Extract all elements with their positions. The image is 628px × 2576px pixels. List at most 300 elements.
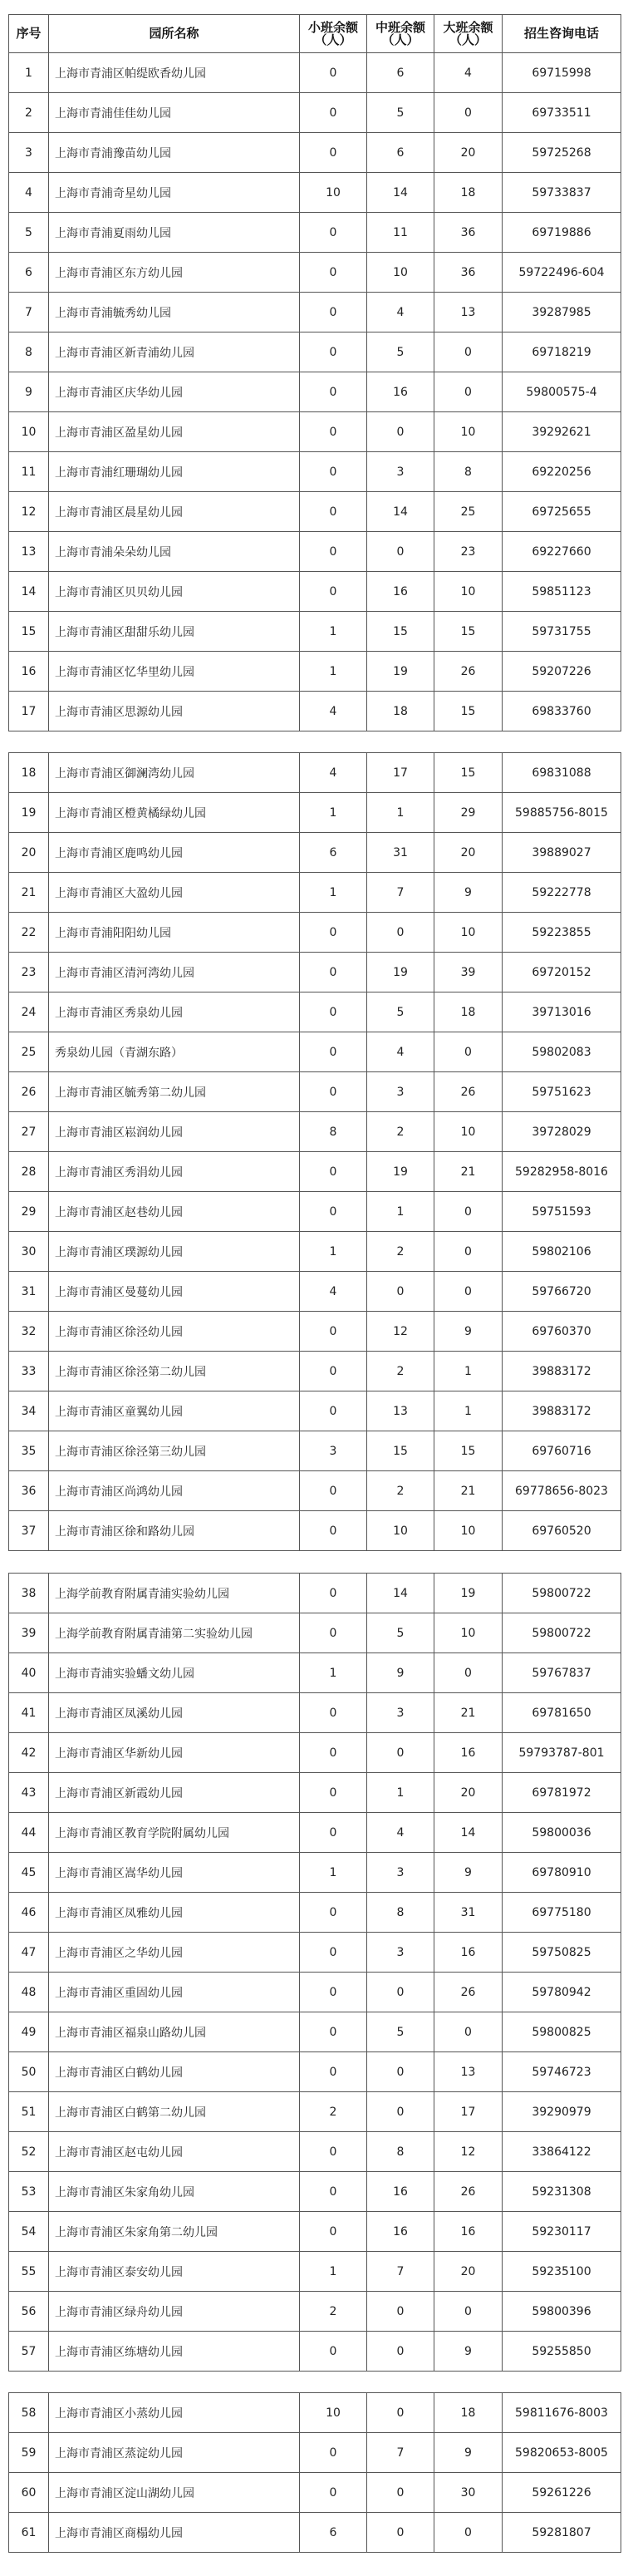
cell-enrollment-phone: 69760520 [503, 1511, 621, 1551]
cell-enrollment-phone: 59733837 [503, 173, 621, 213]
cell-enrollment-phone: 59746723 [503, 2052, 621, 2092]
cell-small-class-vacancy: 0 [300, 2332, 367, 2372]
cell-enrollment-phone: 69733511 [503, 93, 621, 133]
cell-small-class-vacancy: 1 [300, 652, 367, 692]
table-row [9, 1112, 621, 1152]
cell-enrollment-phone: 59255850 [503, 2332, 621, 2372]
cell-small-class-vacancy: 0 [300, 213, 367, 253]
cell-no: 56 [9, 2292, 49, 2332]
cell-kindergarten-name: 上海市青浦区徐泾第三幼儿园 [49, 1431, 300, 1471]
cell-small-class-vacancy: 0 [300, 913, 367, 953]
cell-no: 34 [9, 1391, 49, 1431]
cell-no: 3 [9, 133, 49, 173]
cell-kindergarten-name: 上海市青浦区童翼幼儿园 [49, 1391, 300, 1431]
cell-small-class-vacancy: 0 [300, 332, 367, 372]
cell-middle-class-vacancy: 4 [367, 1032, 434, 1072]
cell-enrollment-phone: 59725268 [503, 133, 621, 173]
cell-no: 5 [9, 213, 49, 253]
cell-middle-class-vacancy: 16 [367, 572, 434, 612]
cell-middle-class-vacancy: 0 [367, 2473, 434, 2513]
cell-large-class-vacancy: 30 [434, 2473, 503, 2513]
cell-large-class-vacancy: 9 [434, 2332, 503, 2372]
cell-small-class-vacancy: 0 [300, 133, 367, 173]
cell-middle-class-vacancy: 16 [367, 2212, 434, 2252]
cell-enrollment-phone: 59767837 [503, 1653, 621, 1693]
cell-middle-class-vacancy: 31 [367, 833, 434, 873]
cell-no: 59 [9, 2433, 49, 2473]
table-row [9, 2252, 621, 2292]
cell-no: 18 [9, 753, 49, 793]
cell-large-class-vacancy: 20 [434, 2252, 503, 2292]
cell-large-class-vacancy: 0 [434, 2012, 503, 2052]
cell-large-class-vacancy: 36 [434, 213, 503, 253]
cell-no: 6 [9, 253, 49, 293]
cell-kindergarten-name: 上海市青浦区秀泉幼儿园 [49, 992, 300, 1032]
cell-no: 38 [9, 1574, 49, 1613]
cell-enrollment-phone: 69715998 [503, 53, 621, 93]
cell-large-class-vacancy: 10 [434, 1112, 503, 1152]
cell-middle-class-vacancy: 0 [367, 2332, 434, 2372]
table-row [9, 2172, 621, 2212]
cell-large-class-vacancy: 29 [434, 793, 503, 833]
cell-small-class-vacancy: 0 [300, 492, 367, 532]
table-row [9, 412, 621, 452]
cell-kindergarten-name: 上海市青浦朵朵幼儿园 [49, 532, 300, 572]
cell-middle-class-vacancy: 7 [367, 873, 434, 913]
cell-large-class-vacancy: 15 [434, 1431, 503, 1471]
cell-kindergarten-name: 上海市青浦区练塘幼儿园 [49, 2332, 300, 2372]
cell-middle-class-vacancy: 14 [367, 173, 434, 213]
table-row [9, 1813, 621, 1853]
cell-large-class-vacancy: 13 [434, 293, 503, 332]
cell-enrollment-phone: 69220256 [503, 452, 621, 492]
cell-middle-class-vacancy: 3 [367, 1933, 434, 1973]
cell-no: 45 [9, 1853, 49, 1893]
cell-middle-class-vacancy: 0 [367, 1733, 434, 1773]
cell-small-class-vacancy: 0 [300, 1511, 367, 1551]
cell-large-class-vacancy: 31 [434, 1893, 503, 1933]
cell-small-class-vacancy: 4 [300, 753, 367, 793]
header-no: 序号 [9, 15, 49, 53]
cell-kindergarten-name: 上海市青浦区淀山湖幼儿园 [49, 2473, 300, 2513]
table-row [9, 372, 621, 412]
cell-no: 26 [9, 1072, 49, 1112]
cell-middle-class-vacancy: 14 [367, 492, 434, 532]
cell-large-class-vacancy: 8 [434, 452, 503, 492]
cell-small-class-vacancy: 0 [300, 1613, 367, 1653]
table-row [9, 1312, 621, 1352]
cell-small-class-vacancy: 0 [300, 953, 367, 992]
cell-middle-class-vacancy: 14 [367, 1574, 434, 1613]
table-row [9, 753, 621, 793]
cell-large-class-vacancy: 26 [434, 1973, 503, 2012]
cell-enrollment-phone: 69760370 [503, 1312, 621, 1352]
cell-enrollment-phone: 59750825 [503, 1933, 621, 1973]
cell-kindergarten-name: 上海市青浦区帕缇欧香幼儿园 [49, 53, 300, 93]
cell-kindergarten-name: 上海市青浦区甜甜乐幼儿园 [49, 612, 300, 652]
table-row [9, 652, 621, 692]
cell-small-class-vacancy: 3 [300, 1431, 367, 1471]
cell-no: 46 [9, 1893, 49, 1933]
header-name: 园所名称 [49, 15, 300, 53]
cell-kindergarten-name: 上海市青浦区凤雅幼儿园 [49, 1893, 300, 1933]
cell-middle-class-vacancy: 3 [367, 1853, 434, 1893]
cell-kindergarten-name: 上海市青浦区朱家角幼儿园 [49, 2172, 300, 2212]
cell-large-class-vacancy: 16 [434, 1733, 503, 1773]
table-row [9, 1192, 621, 1232]
cell-middle-class-vacancy: 16 [367, 372, 434, 412]
cell-large-class-vacancy: 10 [434, 1511, 503, 1551]
cell-kindergarten-name: 上海市青浦毓秀幼儿园 [49, 293, 300, 332]
cell-large-class-vacancy: 0 [434, 1272, 503, 1312]
cell-middle-class-vacancy: 10 [367, 1511, 434, 1551]
cell-no: 61 [9, 2513, 49, 2553]
table-row [9, 572, 621, 612]
cell-middle-class-vacancy: 19 [367, 953, 434, 992]
table-row [9, 1232, 621, 1272]
cell-small-class-vacancy: 0 [300, 1072, 367, 1112]
table-row [9, 2212, 621, 2252]
cell-middle-class-vacancy: 18 [367, 692, 434, 731]
table-row [9, 1933, 621, 1973]
cell-no: 58 [9, 2393, 49, 2433]
cell-large-class-vacancy: 26 [434, 2172, 503, 2212]
cell-middle-class-vacancy: 0 [367, 532, 434, 572]
cell-small-class-vacancy: 1 [300, 1653, 367, 1693]
cell-no: 53 [9, 2172, 49, 2212]
table-row [9, 1773, 621, 1813]
cell-kindergarten-name: 上海学前教育附属青浦实验幼儿园 [49, 1574, 300, 1613]
cell-middle-class-vacancy: 6 [367, 53, 434, 93]
cell-enrollment-phone: 59800036 [503, 1813, 621, 1853]
cell-no: 7 [9, 293, 49, 332]
cell-large-class-vacancy: 1 [434, 1391, 503, 1431]
cell-large-class-vacancy: 20 [434, 133, 503, 173]
cell-middle-class-vacancy: 0 [367, 2513, 434, 2553]
cell-middle-class-vacancy: 0 [367, 412, 434, 452]
cell-enrollment-phone: 59802106 [503, 1232, 621, 1272]
cell-enrollment-phone: 59261226 [503, 2473, 621, 2513]
cell-small-class-vacancy: 6 [300, 2513, 367, 2553]
cell-no: 24 [9, 992, 49, 1032]
cell-no: 39 [9, 1613, 49, 1653]
table-row [9, 332, 621, 372]
cell-middle-class-vacancy: 3 [367, 452, 434, 492]
cell-small-class-vacancy: 0 [300, 1973, 367, 2012]
cell-no: 10 [9, 412, 49, 452]
cell-no: 9 [9, 372, 49, 412]
cell-large-class-vacancy: 26 [434, 1072, 503, 1112]
cell-middle-class-vacancy: 5 [367, 1613, 434, 1653]
cell-enrollment-phone: 69720152 [503, 953, 621, 992]
cell-enrollment-phone: 59235100 [503, 2252, 621, 2292]
cell-no: 49 [9, 2012, 49, 2052]
cell-kindergarten-name: 上海市青浦区庆华幼儿园 [49, 372, 300, 412]
cell-kindergarten-name: 上海市青浦区白鹤幼儿园 [49, 2052, 300, 2092]
cell-large-class-vacancy: 15 [434, 692, 503, 731]
table-row [9, 173, 621, 213]
cell-small-class-vacancy: 10 [300, 173, 367, 213]
table-row [9, 612, 621, 652]
table-row [9, 1431, 621, 1471]
cell-large-class-vacancy: 18 [434, 173, 503, 213]
cell-large-class-vacancy: 9 [434, 2433, 503, 2473]
cell-enrollment-phone: 39287985 [503, 293, 621, 332]
table-row [9, 93, 621, 133]
cell-small-class-vacancy: 0 [300, 1312, 367, 1352]
cell-middle-class-vacancy: 1 [367, 1192, 434, 1232]
cell-large-class-vacancy: 10 [434, 412, 503, 452]
cell-enrollment-phone: 69781650 [503, 1693, 621, 1733]
cell-small-class-vacancy: 2 [300, 2092, 367, 2132]
cell-large-class-vacancy: 23 [434, 532, 503, 572]
table-row [9, 1853, 621, 1893]
cell-small-class-vacancy: 0 [300, 2052, 367, 2092]
cell-large-class-vacancy: 0 [434, 372, 503, 412]
cell-middle-class-vacancy: 10 [367, 253, 434, 293]
cell-middle-class-vacancy: 0 [367, 1272, 434, 1312]
cell-large-class-vacancy: 39 [434, 953, 503, 992]
header-middle-class: 中班余额（人） [367, 15, 434, 53]
cell-large-class-vacancy: 15 [434, 753, 503, 793]
cell-small-class-vacancy: 1 [300, 2252, 367, 2292]
cell-large-class-vacancy: 9 [434, 1853, 503, 1893]
cell-enrollment-phone: 69719886 [503, 213, 621, 253]
cell-kindergarten-name: 上海市青浦区教育学院附属幼儿园 [49, 1813, 300, 1853]
cell-large-class-vacancy: 20 [434, 1773, 503, 1813]
cell-kindergarten-name: 上海市青浦奇星幼儿园 [49, 173, 300, 213]
header-phone: 招生咨询电话 [503, 15, 621, 53]
cell-enrollment-phone: 69725655 [503, 492, 621, 532]
cell-small-class-vacancy: 0 [300, 2172, 367, 2212]
table-row [9, 532, 621, 572]
cell-no: 48 [9, 1973, 49, 2012]
cell-no: 25 [9, 1032, 49, 1072]
cell-small-class-vacancy: 0 [300, 2132, 367, 2172]
cell-enrollment-phone: 39713016 [503, 992, 621, 1032]
table-row [9, 2433, 621, 2473]
cell-no: 1 [9, 53, 49, 93]
cell-no: 19 [9, 793, 49, 833]
cell-large-class-vacancy: 1 [434, 1352, 503, 1391]
table-row [9, 1693, 621, 1733]
cell-small-class-vacancy: 10 [300, 2393, 367, 2433]
cell-enrollment-phone: 59780942 [503, 1973, 621, 2012]
cell-small-class-vacancy: 2 [300, 2292, 367, 2332]
cell-middle-class-vacancy: 6 [367, 133, 434, 173]
cell-kindergarten-name: 上海市青浦区忆华里幼儿园 [49, 652, 300, 692]
cell-small-class-vacancy: 0 [300, 1391, 367, 1431]
cell-enrollment-phone: 59222778 [503, 873, 621, 913]
cell-enrollment-phone: 69775180 [503, 1893, 621, 1933]
cell-large-class-vacancy: 18 [434, 2393, 503, 2433]
cell-large-class-vacancy: 19 [434, 1574, 503, 1613]
cell-kindergarten-name: 上海市青浦区思源幼儿园 [49, 692, 300, 731]
cell-kindergarten-name: 上海市青浦区小蒸幼儿园 [49, 2393, 300, 2433]
cell-kindergarten-name: 上海市青浦区徐和路幼儿园 [49, 1511, 300, 1551]
cell-no: 60 [9, 2473, 49, 2513]
cell-enrollment-phone: 69781972 [503, 1773, 621, 1813]
cell-enrollment-phone: 59230117 [503, 2212, 621, 2252]
kindergarten-table-section-1 [8, 14, 621, 731]
table-row [9, 293, 621, 332]
cell-small-class-vacancy: 0 [300, 2012, 367, 2052]
cell-small-class-vacancy: 0 [300, 1574, 367, 1613]
cell-enrollment-phone: 59751593 [503, 1192, 621, 1232]
cell-middle-class-vacancy: 1 [367, 793, 434, 833]
cell-no: 52 [9, 2132, 49, 2172]
cell-large-class-vacancy: 10 [434, 572, 503, 612]
cell-middle-class-vacancy: 9 [367, 1653, 434, 1693]
cell-large-class-vacancy: 18 [434, 992, 503, 1032]
cell-middle-class-vacancy: 17 [367, 753, 434, 793]
cell-kindergarten-name: 上海市青浦区东方幼儿园 [49, 253, 300, 293]
cell-kindergarten-name: 上海市青浦区赵巷幼儿园 [49, 1192, 300, 1232]
table-row [9, 1352, 621, 1391]
cell-kindergarten-name: 上海市青浦区御澜湾幼儿园 [49, 753, 300, 793]
cell-kindergarten-name: 上海市青浦区徐泾幼儿园 [49, 1312, 300, 1352]
cell-large-class-vacancy: 0 [434, 2513, 503, 2553]
cell-large-class-vacancy: 25 [434, 492, 503, 532]
cell-small-class-vacancy: 1 [300, 793, 367, 833]
cell-kindergarten-name: 上海市青浦区曼蔓幼儿园 [49, 1272, 300, 1312]
cell-small-class-vacancy: 0 [300, 412, 367, 452]
cell-kindergarten-name: 上海市青浦区清河湾幼儿园 [49, 953, 300, 992]
cell-middle-class-vacancy: 5 [367, 93, 434, 133]
cell-small-class-vacancy: 6 [300, 833, 367, 873]
cell-kindergarten-name: 上海市青浦区之华幼儿园 [49, 1933, 300, 1973]
cell-no: 8 [9, 332, 49, 372]
cell-kindergarten-name: 上海市青浦区绿舟幼儿园 [49, 2292, 300, 2332]
cell-kindergarten-name: 上海市青浦区泰安幼儿园 [49, 2252, 300, 2292]
cell-no: 27 [9, 1112, 49, 1152]
cell-kindergarten-name: 上海市青浦区徐泾第二幼儿园 [49, 1352, 300, 1391]
cell-enrollment-phone: 69831088 [503, 753, 621, 793]
cell-kindergarten-name: 上海市青浦区新霞幼儿园 [49, 1773, 300, 1813]
cell-large-class-vacancy: 12 [434, 2132, 503, 2172]
cell-enrollment-phone: 69780910 [503, 1853, 621, 1893]
cell-middle-class-vacancy: 13 [367, 1391, 434, 1431]
cell-middle-class-vacancy: 16 [367, 2172, 434, 2212]
cell-kindergarten-name: 上海市青浦区贝贝幼儿园 [49, 572, 300, 612]
table-row [9, 2052, 621, 2092]
cell-middle-class-vacancy: 7 [367, 2252, 434, 2292]
table-row [9, 953, 621, 992]
cell-kindergarten-name: 秀泉幼儿园（青湖东路） [49, 1032, 300, 1072]
table-row [9, 53, 621, 93]
cell-enrollment-phone: 59231308 [503, 2172, 621, 2212]
cell-no: 28 [9, 1152, 49, 1192]
cell-large-class-vacancy: 26 [434, 652, 503, 692]
cell-kindergarten-name: 上海市青浦区蒸淀幼儿园 [49, 2433, 300, 2473]
cell-no: 20 [9, 833, 49, 873]
cell-no: 32 [9, 1312, 49, 1352]
cell-enrollment-phone: 59800722 [503, 1574, 621, 1613]
cell-no: 47 [9, 1933, 49, 1973]
cell-enrollment-phone: 59731755 [503, 612, 621, 652]
cell-large-class-vacancy: 0 [434, 332, 503, 372]
cell-enrollment-phone: 69833760 [503, 692, 621, 731]
cell-small-class-vacancy: 0 [300, 2212, 367, 2252]
cell-large-class-vacancy: 9 [434, 873, 503, 913]
table-row [9, 1272, 621, 1312]
cell-middle-class-vacancy: 19 [367, 652, 434, 692]
cell-small-class-vacancy: 0 [300, 1813, 367, 1853]
cell-kindergarten-name: 上海市青浦红珊瑚幼儿园 [49, 452, 300, 492]
table-row [9, 1574, 621, 1613]
cell-kindergarten-name: 上海市青浦区晨星幼儿园 [49, 492, 300, 532]
cell-kindergarten-name: 上海市青浦区橙黄橘绿幼儿园 [49, 793, 300, 833]
cell-no: 17 [9, 692, 49, 731]
cell-enrollment-phone: 59793787-801 [503, 1733, 621, 1773]
cell-small-class-vacancy: 0 [300, 1032, 367, 1072]
cell-large-class-vacancy: 10 [434, 913, 503, 953]
cell-kindergarten-name: 上海市青浦区福泉山路幼儿园 [49, 2012, 300, 2052]
cell-enrollment-phone: 59282958-8016 [503, 1152, 621, 1192]
cell-kindergarten-name: 上海市青浦阳阳幼儿园 [49, 913, 300, 953]
cell-no: 22 [9, 913, 49, 953]
cell-kindergarten-name: 上海市青浦区秀涓幼儿园 [49, 1152, 300, 1192]
cell-enrollment-phone: 59802083 [503, 1032, 621, 1072]
cell-middle-class-vacancy: 0 [367, 2052, 434, 2092]
cell-small-class-vacancy: 8 [300, 1112, 367, 1152]
cell-kindergarten-name: 上海市青浦区嵩华幼儿园 [49, 1853, 300, 1893]
cell-enrollment-phone: 59207226 [503, 652, 621, 692]
table-row [9, 2513, 621, 2553]
cell-middle-class-vacancy: 2 [367, 1112, 434, 1152]
cell-small-class-vacancy: 0 [300, 2473, 367, 2513]
cell-kindergarten-name: 上海市青浦区璞源幼儿园 [49, 1232, 300, 1272]
cell-kindergarten-name: 上海市青浦区新青浦幼儿园 [49, 332, 300, 372]
cell-small-class-vacancy: 0 [300, 532, 367, 572]
cell-no: 29 [9, 1192, 49, 1232]
cell-small-class-vacancy: 0 [300, 2433, 367, 2473]
cell-middle-class-vacancy: 2 [367, 1471, 434, 1511]
cell-no: 33 [9, 1352, 49, 1391]
cell-small-class-vacancy: 0 [300, 572, 367, 612]
cell-kindergarten-name: 上海市青浦区白鹤第二幼儿园 [49, 2092, 300, 2132]
cell-enrollment-phone: 39883172 [503, 1391, 621, 1431]
cell-middle-class-vacancy: 5 [367, 332, 434, 372]
cell-enrollment-phone: 59281807 [503, 2513, 621, 2553]
cell-small-class-vacancy: 0 [300, 992, 367, 1032]
table-row [9, 1032, 621, 1072]
cell-enrollment-phone: 69227660 [503, 532, 621, 572]
cell-large-class-vacancy: 16 [434, 1933, 503, 1973]
cell-enrollment-phone: 39728029 [503, 1112, 621, 1152]
cell-middle-class-vacancy: 12 [367, 1312, 434, 1352]
cell-large-class-vacancy: 21 [434, 1471, 503, 1511]
cell-kindergarten-name: 上海市青浦区鹿鸣幼儿园 [49, 833, 300, 873]
cell-large-class-vacancy: 0 [434, 2292, 503, 2332]
cell-no: 21 [9, 873, 49, 913]
cell-kindergarten-name: 上海市青浦区朱家角第二幼儿园 [49, 2212, 300, 2252]
cell-large-class-vacancy: 15 [434, 612, 503, 652]
cell-no: 51 [9, 2092, 49, 2132]
table-row [9, 2393, 621, 2433]
cell-kindergarten-name: 上海市青浦区盈星幼儿园 [49, 412, 300, 452]
cell-small-class-vacancy: 0 [300, 1192, 367, 1232]
header-small-class: 小班余额（人） [300, 15, 367, 53]
cell-kindergarten-name: 上海学前教育附属青浦第二实验幼儿园 [49, 1613, 300, 1653]
cell-small-class-vacancy: 0 [300, 1471, 367, 1511]
table-row [9, 1653, 621, 1693]
cell-kindergarten-name: 上海市青浦佳佳幼儿园 [49, 93, 300, 133]
cell-enrollment-phone: 59800575-4 [503, 372, 621, 412]
cell-kindergarten-name: 上海市青浦区毓秀第二幼儿园 [49, 1072, 300, 1112]
cell-large-class-vacancy: 20 [434, 833, 503, 873]
cell-small-class-vacancy: 0 [300, 452, 367, 492]
